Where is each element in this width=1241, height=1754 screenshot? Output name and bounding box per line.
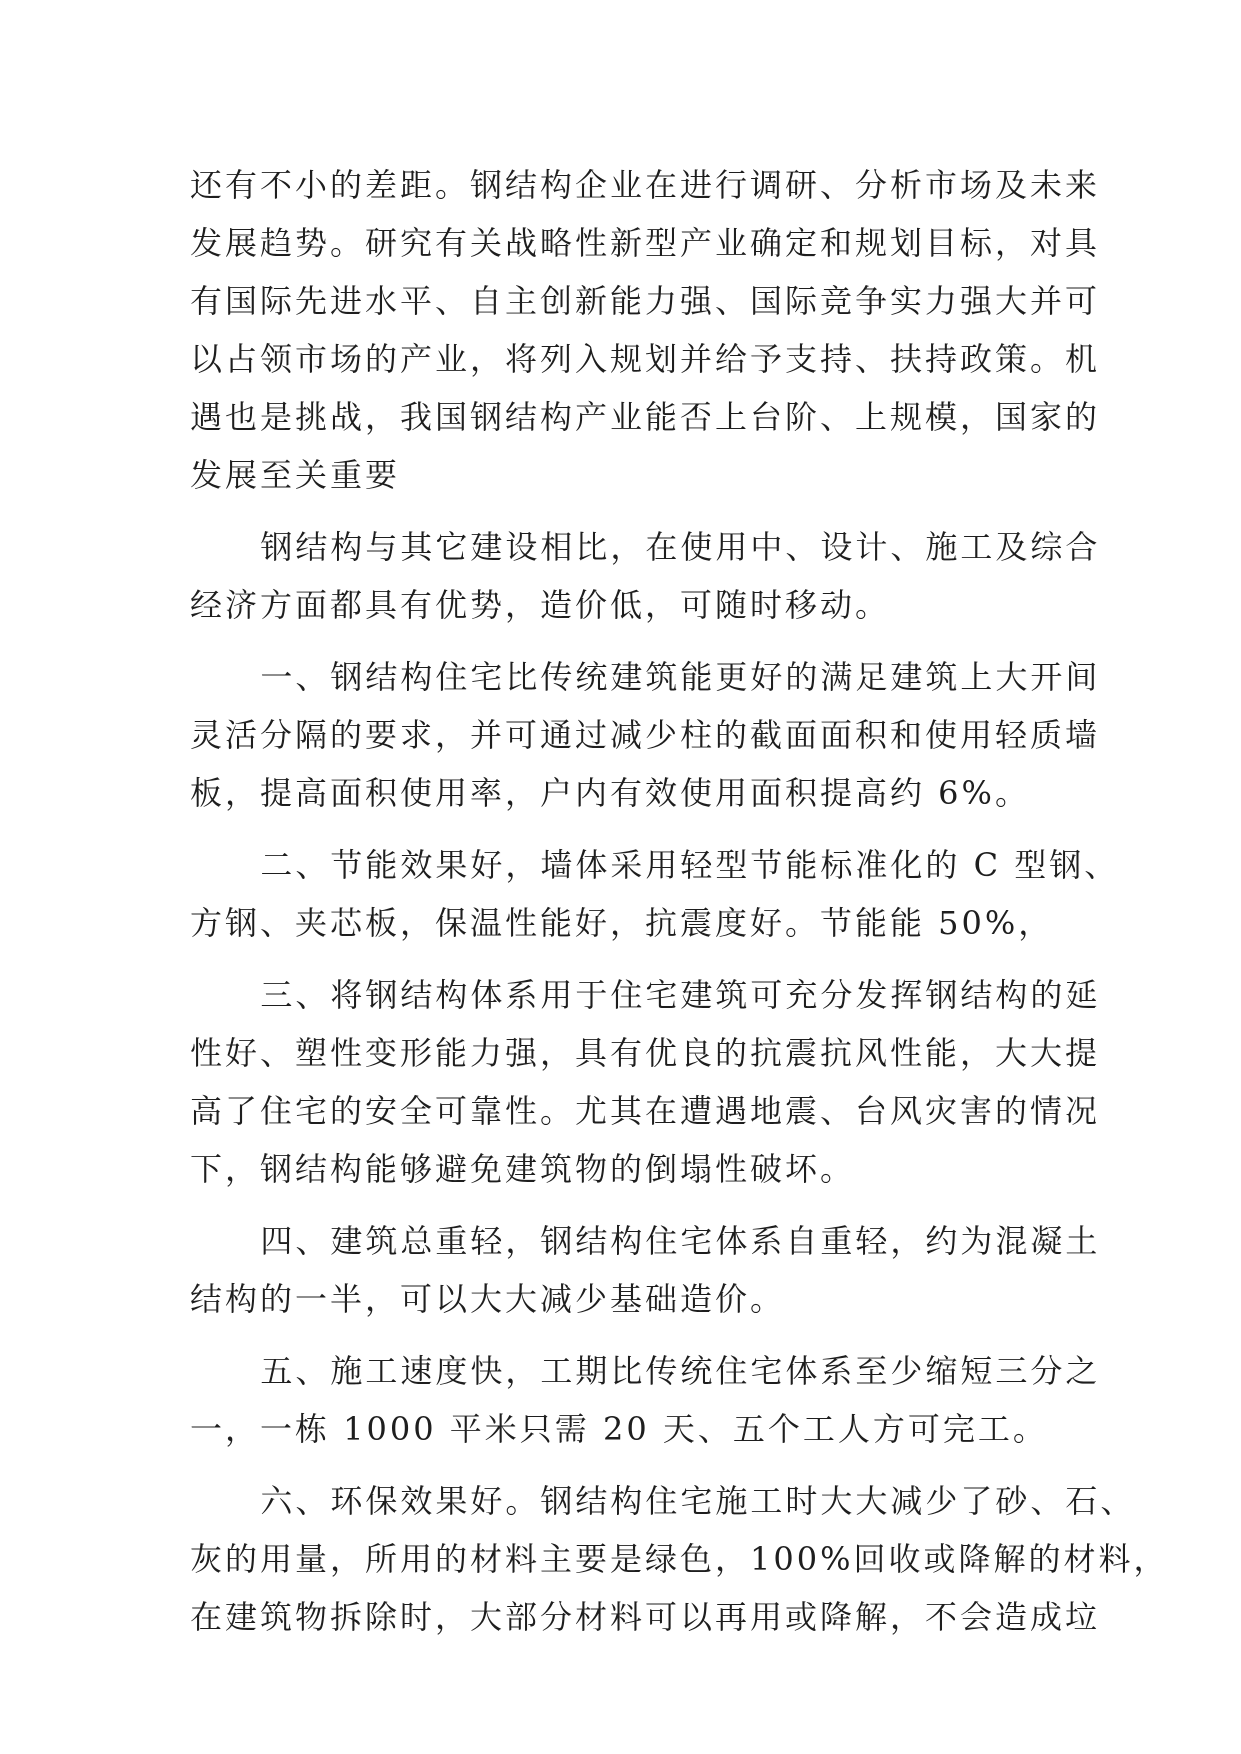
text-line: 结构的一半，可以大大减少基础造价。: [190, 1280, 786, 1318]
text-line: 发展至关重要: [190, 456, 401, 494]
text-line: 灰的用量，所用的材料主要是绿色，100%回收或降解的材料，: [190, 1540, 1169, 1578]
text-line: 遇也是挑战，我国钢结构产业能否上台阶、上规模，国家的: [190, 398, 1101, 436]
paragraph-spacing: [190, 1328, 1050, 1342]
text-line: 有国际先进水平、自主创新能力强、国际竞争实力强大并可: [190, 282, 1101, 320]
text-line: 一、钢结构住宅比传统建筑能更好的满足建筑上大开间: [260, 658, 1101, 696]
text-line: 下，钢结构能够避免建筑物的倒塌性破坏。: [190, 1150, 856, 1188]
paragraph: [190, 1212, 1101, 1328]
paragraph: [190, 518, 1101, 634]
paragraph-spacing: [190, 1198, 1050, 1212]
text-line: 性好、塑性变形能力强，具有优良的抗震抗风性能，大大提: [190, 1034, 1101, 1072]
paragraph: [190, 836, 1120, 952]
text-line: 方钢、夹芯板，保温性能好，抗震度好。节能能 50%，: [190, 904, 1054, 942]
text-line: 以占领市场的产业，将列入规划并给予支持、扶持政策。机: [190, 340, 1101, 378]
text-line: 四、建筑总重轻，钢结构住宅体系自重轻，约为混凝土: [260, 1222, 1101, 1260]
text-line: 五、施工速度快，工期比传统住宅体系至少缩短三分之: [260, 1352, 1101, 1390]
paragraph: [190, 156, 1101, 504]
document-body: [190, 156, 1169, 1646]
text-line: 六、环保效果好。钢结构住宅施工时大大减少了砂、石、: [260, 1482, 1136, 1520]
paragraph-spacing: [190, 1458, 1050, 1472]
text-line: 高了住宅的安全可靠性。尤其在遭遇地震、台风灾害的情况: [190, 1092, 1101, 1130]
paragraph: [190, 966, 1101, 1198]
text-line: 板，提高面积使用率，户内有效使用面积提高约 6%。: [190, 774, 1030, 812]
text-line: 还有不小的差距。钢结构企业在进行调研、分析市场及未来: [190, 166, 1101, 204]
paragraph: [190, 1342, 1101, 1458]
text-line: 经济方面都具有优势，造价低，可随时移动。: [190, 586, 891, 624]
text-line: 发展趋势。研究有关战略性新型产业确定和规划目标，对具: [190, 224, 1101, 262]
paragraph-spacing: [190, 504, 1050, 518]
text-line: 在建筑物拆除时，大部分材料可以再用或降解，不会造成垃: [190, 1598, 1101, 1636]
text-line: 三、将钢结构体系用于住宅建筑可充分发挥钢结构的延: [260, 976, 1101, 1014]
paragraph-spacing: [190, 822, 1050, 836]
paragraph-spacing: [190, 634, 1050, 648]
paragraph-spacing: [190, 952, 1050, 966]
paragraph: [190, 648, 1101, 822]
text-line: 一，一栋 1000 平米只需 20 天、五个工人方可完工。: [190, 1410, 1048, 1448]
text-line: 灵活分隔的要求，并可通过减少柱的截面面积和使用轻质墙: [190, 716, 1101, 754]
paragraph: [190, 1472, 1169, 1646]
text-line: 钢结构与其它建设相比，在使用中、设计、施工及综合: [260, 528, 1101, 566]
text-line: 二、节能效果好，墙体采用轻型节能标准化的 C 型钢、: [260, 846, 1120, 884]
